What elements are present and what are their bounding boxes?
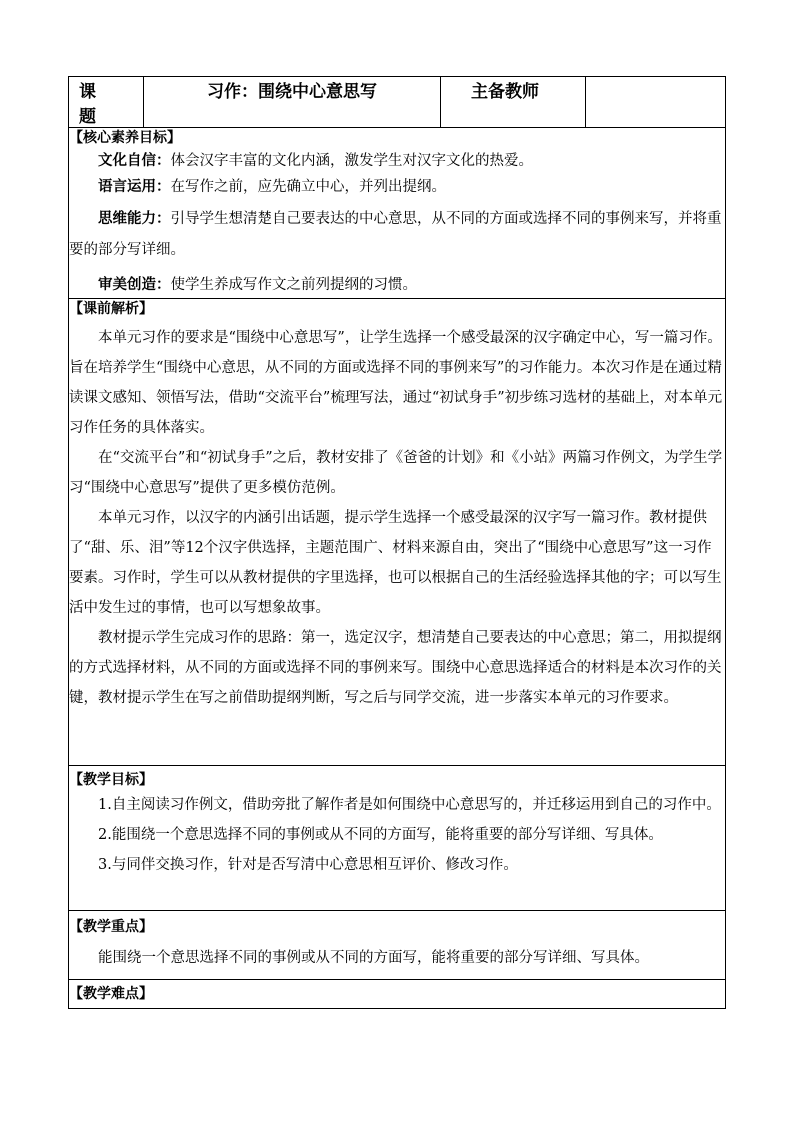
teacher-label: 主备教师 [441,77,586,128]
pre-analysis-paragraph: 本单元习作的要求是“围绕中心意思写”，让学生选择一个感受最深的汉字确定中心，写一篇习作。旨在培养学生“围绕中心意思，从不同的方面或选择不同的事例来写”的习作能力。本次习作是在通过精读课文感知、领悟写法，借助“交流平台”梳理写法，通过“初试身手”初步练习选材的基础上，对本单元习作任务的具体落实。 [69,330,723,436]
core-goal-item: 语言运用：在写作之前，应先确立中心，并列出提纲。 [98,178,446,195]
core-goals-row [69,128,726,299]
core-goal-item: 审美创造：使学生养成写作文之前列提纲的习惯。 [98,276,417,293]
pre-analysis-row [69,299,726,766]
teaching-goal-item: 3.与同伴交换习作，针对是否写清中心意思相互评价、修改习作。 [98,857,518,873]
core-goals-title: 【核心素养目标】 [69,130,181,146]
pre-analysis-title: 【课前解析】 [69,301,153,317]
key-points-title: 【教学重点】 [69,919,153,935]
teaching-goal-item: 1.自主阅读习作例文，借助旁批了解作者是如何围绕中心意思写的，并迁移运用到自己的习作中。 [98,797,721,813]
pre-analysis-paragraph: 教材提示学生完成习作的思路：第一，选定汉字，想清楚自己要表达的中心意思；第二，用拟提纲的方式选择材料，从不同的方面或选择不同的事例来写。围绕中心意思选择适合的材料是本次习作的关键，教材提示学生在写之前借助提纲判断，写之后与同学交流，进一步落实本单元的习作要求。 [69,630,722,706]
header-row [69,77,726,128]
key-points-row [69,911,726,980]
topic-title: 习作：围绕中心意思写 [144,77,441,128]
teaching-goals-title: 【教学目标】 [69,772,153,788]
difficulties-title: 【教学难点】 [69,986,153,1002]
core-goal-item: 思维能力：引导学生想清楚自己要表达的中心意思，从不同的方面或选择不同的事例来写，并将重要的部分写详细。 [69,210,722,258]
teaching-goals-row [69,766,726,911]
core-goal-item: 文化自信：体会汉字丰富的文化内涵，激发学生对汉字文化的热爱。 [98,152,533,169]
pre-analysis-paragraph: 在“交流平台”和“初试身手”之后，教材安排了《爸爸的计划》和《小站》两篇习作例文，为学生学习“围绕中心意思写”提供了更多模仿范例。 [69,450,723,496]
lesson-plan-table [68,76,726,1009]
difficulties-row [69,980,726,1009]
key-points-text: 能围绕一个意思选择不同的事例或从不同的方面写，能将重要的部分写详细、写具体。 [98,950,649,966]
pre-analysis-paragraph: 本单元习作，以汉字的内涵引出话题，提示学生选择一个感受最深的汉字写一篇习作。教材提供了“甜、乐、泪”等12个汉字供选择，主题范围广、材料来源自由，突出了“围绕中心意思写”这一习作要素。习作时，学生可以从教材提供的字里选择，也可以根据自己的生活经验选择其他的字；可以写生活中发生过的事情，也可以写想象故事。 [69,510,722,616]
teaching-goal-item: 2.能围绕一个意思选择不同的事例或从不同的方面写，能将重要的部分写详细、写具体。 [98,827,663,843]
topic-label: 课 题 [69,77,144,128]
teacher-value [586,77,726,128]
